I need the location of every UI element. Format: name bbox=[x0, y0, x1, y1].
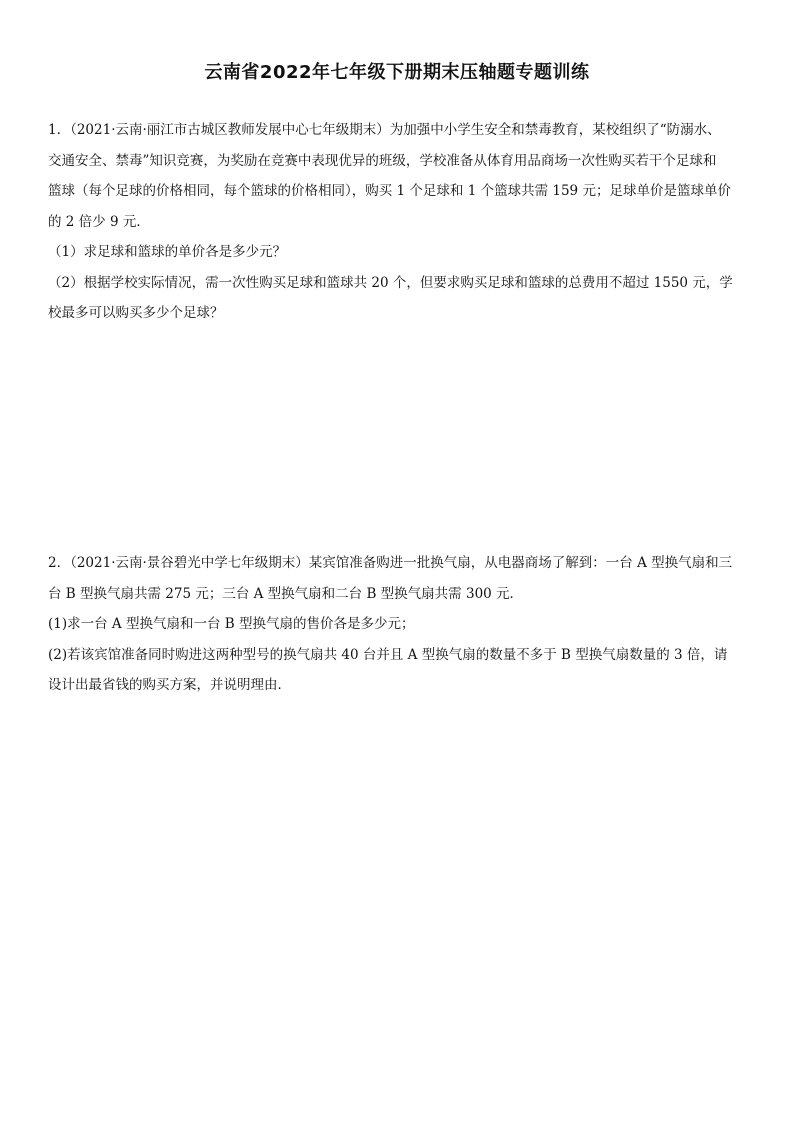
question-1-line-3: 篮球（每个足球的价格相同，每个篮球的价格相同），购买 1 个足球和 1 个篮球共需 159 元；足球单价是篮球单价 bbox=[48, 183, 731, 199]
question-1 bbox=[48, 115, 748, 329]
question-2-line-1: 2．（2021·云南·景谷碧光中学七年级期末）某宾馆准备购进一批换气扇，从电器商场了解到：一台 A 型换气扇和三 bbox=[48, 555, 733, 571]
question-2 bbox=[48, 548, 748, 701]
question-1-part-1: （1）求足球和篮球的单价各是多少元？ bbox=[48, 244, 287, 260]
page-title: 云南省2022年七年级下册期末压轴题专题训练 bbox=[204, 62, 590, 83]
question-2-part-2-cont: 设计出最省钱的购买方案，并说明理由． bbox=[48, 677, 291, 693]
question-2-line-2: 台 B 型换气扇共需 275 元；三台 A 型换气扇和二台 B 型换气扇共需 300 元． bbox=[48, 585, 524, 602]
question-1-line-2: 交通安全、禁毒”知识竞赛，为奖励在竞赛中表现优异的班级，学校准备从体育用品商场一次性购买若干个足球和 bbox=[48, 152, 717, 169]
question-1-line-1: 1．（2021·云南·丽江市古城区教师发展中心七年级期末）为加强中小学生安全和禁毒教育，某校组织了“防溺水、 bbox=[48, 122, 721, 138]
question-2-part-2: (2)若该宾馆准备同时购进这两种型号的换气扇共 40 台并且 A 型换气扇的数量不多于 B 型换气扇数量的 3 倍，请 bbox=[48, 646, 728, 663]
question-1-line-4: 的 2 倍少 9 元． bbox=[48, 213, 150, 230]
question-1-part-2: （2）根据学校实际情况，需一次性购买足球和篮球共 20 个，但要求购买足球和篮球的总费用不超过 1550 元，学 bbox=[48, 274, 733, 291]
question-2-part-1: (1)求一台 A 型换气扇和一台 B 型换气扇的售价各是多少元； bbox=[48, 616, 415, 632]
question-1-part-2-cont: 校最多可以购买多少个足球？ bbox=[48, 305, 224, 321]
